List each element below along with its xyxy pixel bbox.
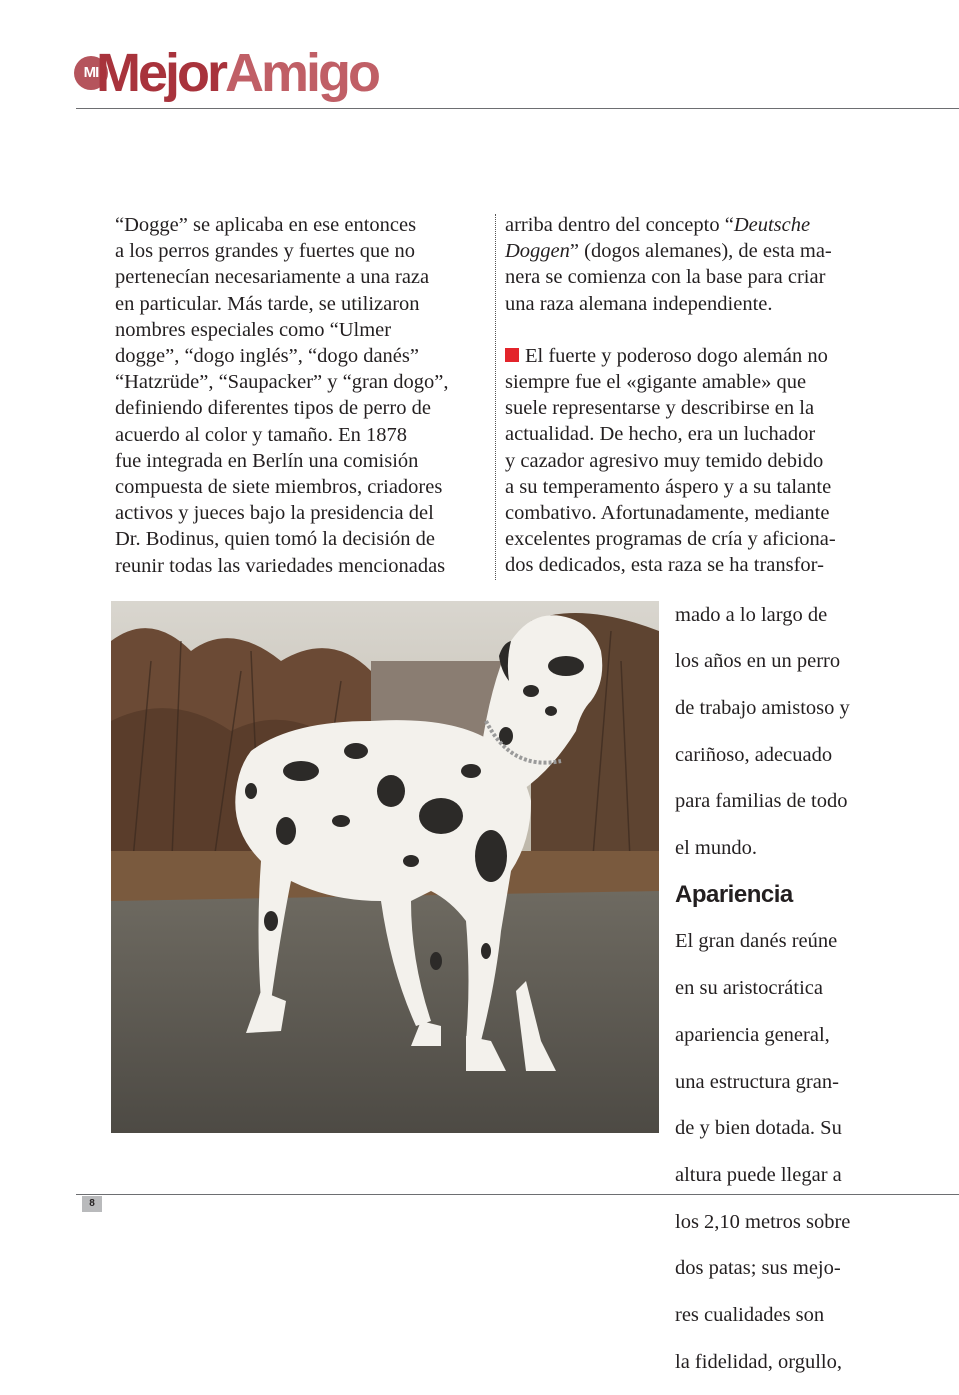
text-run: arriba dentro del concepto “ — [505, 214, 734, 236]
logo-wordmark — [96, 42, 378, 104]
red-square-bullet-icon — [505, 348, 519, 362]
page-number: 8 — [82, 1196, 102, 1212]
text-line: compuesta de siete miembros, criadores — [115, 476, 443, 499]
text-line: mado a lo largo de — [675, 603, 828, 626]
text-line: de trabajo amistoso y — [675, 696, 850, 719]
text-line: combativo. Afortunadamente, mediante — [505, 502, 830, 525]
text-line: dos patas; sus mejo- — [675, 1257, 841, 1280]
text-line: nombres especiales como “Ulmer — [115, 318, 392, 341]
text-line: los 2,10 metros sobre — [675, 1210, 851, 1233]
text-line: el mundo. — [675, 837, 757, 860]
text-line: nera se comienza con la base para criar — [505, 266, 826, 289]
text-line: “Dogge” se aplicaba en ese entonces — [115, 214, 417, 236]
text-line — [505, 343, 875, 369]
text-line: activos y jueces bajo la presidencia del — [115, 502, 434, 525]
paragraph-gap — [505, 317, 875, 343]
text-line: suele representarse y describirse en la — [505, 397, 815, 420]
left-column — [115, 212, 487, 579]
text-run: ” (dogos alemanes), de esta ma- — [569, 240, 832, 263]
text-line: a su temperamento áspero y a su talante — [505, 475, 832, 498]
text-line: la fidelidad, orgullo, — [675, 1350, 843, 1373]
text-line — [505, 238, 875, 264]
right-column — [505, 212, 875, 579]
text-line: en particular. Más tarde, se utilizaron — [115, 292, 420, 315]
text-line: definiendo diferentes tipos de perro de — [115, 397, 431, 420]
text-line: excelentes programas de cría y aficiona- — [505, 528, 836, 551]
text-line: dos dedicados, esta raza se ha transfor- — [505, 554, 824, 577]
text-line: cariñoso, adecuado — [675, 743, 833, 766]
text-line: fue integrada en Berlín una comisión — [115, 449, 419, 472]
text-line: El gran danés reúne — [675, 930, 838, 953]
logo-word-mejor: Mejor — [96, 43, 226, 103]
magazine-logo — [70, 43, 379, 126]
emphasis-run: Doggen — [505, 240, 570, 263]
footer-rule — [76, 1194, 959, 1195]
text-line: “Hatzrüde”, “Saupacker” y “gran dogo”, — [115, 371, 449, 394]
section-heading: Apariencia — [675, 880, 793, 908]
text-line: siempre fue el «gigante amable» que — [505, 371, 807, 394]
text-line: actualidad. De hecho, era un luchador — [505, 423, 816, 446]
column-divider — [495, 214, 496, 580]
text-line: a los perros grandes y fuertes que no — [115, 240, 416, 263]
text-line: para familias de todo — [675, 790, 848, 813]
text-line: res cualidades son — [675, 1304, 825, 1327]
dog-photo-illustration — [111, 601, 659, 1133]
emphasis-run: Deutsche — [733, 214, 811, 236]
logo-badge: MI — [74, 56, 108, 90]
text-line: reunir todas las variedades mencionadas — [115, 554, 446, 577]
great-dane-photo — [111, 601, 659, 1133]
text-line: una raza alemana independiente. — [505, 292, 773, 315]
text-line: en su aristocrática — [675, 977, 823, 1000]
text-line: y cazador agresivo muy temido debido — [505, 449, 824, 472]
narrow-column — [675, 581, 875, 1395]
text-line: apariencia general, — [675, 1023, 830, 1046]
text-line: una estructura gran- — [675, 1070, 839, 1093]
text-line: pertenecían necesariamente a una raza — [115, 266, 430, 289]
text-line: Dr. Bodinus, quien tomó la decisión de — [115, 528, 435, 551]
text-line — [505, 212, 875, 238]
text-line: dogge”, “dogo inglés”, “dogo danés” — [115, 345, 419, 368]
text-line: los años en un perro — [675, 650, 841, 673]
text-line: de y bien dotada. Su — [675, 1117, 842, 1140]
header-rule — [76, 108, 959, 109]
text-run: El fuerte y poderoso dogo alemán no — [525, 344, 828, 367]
text-line: altura puede llegar a — [675, 1163, 842, 1186]
logo-word-amigo: Amigo — [225, 43, 379, 103]
text-line: acuerdo al color y tamaño. En 1878 — [115, 423, 408, 446]
